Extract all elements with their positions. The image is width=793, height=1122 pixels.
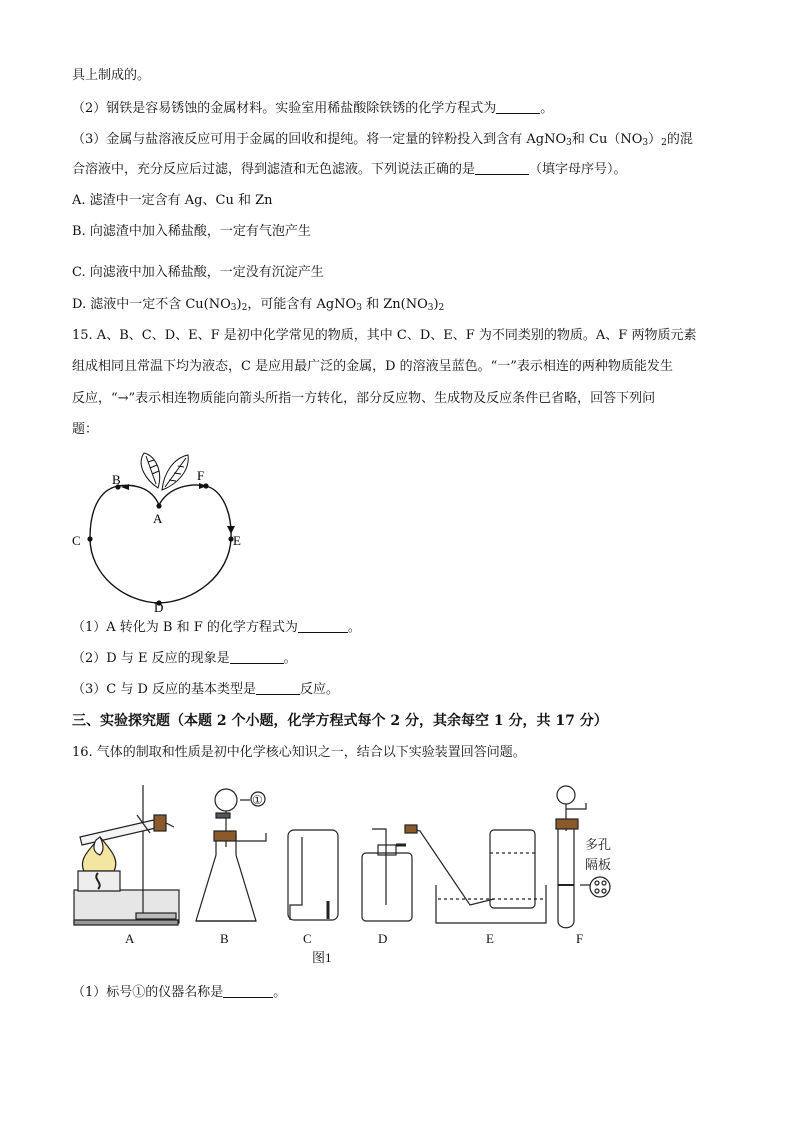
apparatus-label-f: F xyxy=(576,931,584,946)
q16-apparatus-figure xyxy=(70,775,630,975)
apparatus-e-icon xyxy=(405,825,546,923)
q14-part3-sub-c: 2 xyxy=(661,138,667,148)
apparatus-label-b: B xyxy=(220,931,229,946)
node-f xyxy=(203,483,208,488)
apparatus-d-icon xyxy=(362,829,412,921)
q14-option-d-d: 和 Zn(NO xyxy=(361,297,428,312)
q14-part2-text: （2）钢铁是容易锈蚀的金属材料。实验室用稀盐酸除铁锈的化学方程式为 xyxy=(72,101,497,116)
q15-sub3-end: 反应。 xyxy=(300,682,340,697)
q15-sub1-blank[interactable] xyxy=(298,619,348,633)
q14-part3-sub-b: 3 xyxy=(642,138,649,148)
q14-part3-line2-text: 合溶液中，充分反应后过滤，得到滤渣和无色滤液。下列说法正确的是 xyxy=(72,162,476,177)
leaf-left-icon xyxy=(141,453,160,488)
q15-line4: 题： xyxy=(72,422,99,437)
q14-option-a: A. 滤渣中一定含有 Ag、Cu 和 Zn xyxy=(72,193,273,208)
q14-part2 xyxy=(72,100,553,118)
label-f: F xyxy=(197,468,205,483)
figure-caption: 图1 xyxy=(312,950,332,965)
q14-option-d-s1: 3 xyxy=(230,303,237,313)
q14-part3-blank[interactable] xyxy=(475,161,529,175)
apparatus-label-c: C xyxy=(303,931,312,946)
q14-part3-line2 xyxy=(72,161,627,179)
q14-part3-text-c: ） xyxy=(648,132,662,147)
q15-relation-diagram xyxy=(66,450,256,615)
q15-sub2-text: （2）D 与 E 反应的现象是 xyxy=(72,651,230,666)
q14-part2-blank[interactable] xyxy=(496,100,540,114)
q15-line1: 15. A、B、C、D、E、F 是初中化学常见的物质，其中 C、D、E、F 为不同类别的物质。A、F 两物质元素 xyxy=(72,328,697,343)
apparatus-c-icon xyxy=(288,830,338,920)
label-a: A xyxy=(153,511,163,526)
q14-part3-text-a: （3）金属与盐溶液反应可用于金属的回收和提纯。将一定量的锌粉投入到含有 AgNO xyxy=(72,132,567,147)
q14-part3-text-d: 的混 xyxy=(666,132,693,147)
q16-note-line1: 多孔 xyxy=(585,837,612,852)
node-c xyxy=(87,536,92,541)
q14-option-d xyxy=(72,296,444,314)
q16-note-line2: 隔板 xyxy=(585,857,612,872)
apparatus-b-icon xyxy=(196,789,266,921)
q14-option-d-a: D. 滤液中一定不含 Cu(NO xyxy=(72,297,231,312)
q15-line2: 组成相同且常温下均为液态，C 是应用最广泛的金属，D 的溶液呈蓝色。“一”表示相连的两种物质能发生 xyxy=(72,359,673,374)
q14-option-d-e: ) xyxy=(433,297,439,312)
q14-tail: 具上制成的。 xyxy=(72,68,151,83)
q16-sub1-text: （1）标号①的仪器名称是 xyxy=(72,985,224,1000)
q15-sub1-text: （1）A 转化为 B 和 F 的化学方程式为 xyxy=(72,620,298,635)
label-e: E xyxy=(233,533,241,548)
apparatus-label-a: A xyxy=(125,931,135,946)
q15-sub3-text: （3）C 与 D 反应的基本类型是 xyxy=(72,682,257,697)
apparatus-a-icon xyxy=(74,785,179,925)
q16-intro: 16. 气体的制取和性质是初中化学核心知识之一，结合以下实验装置回答问题。 xyxy=(72,745,526,760)
q15-line3: 反应，“→”表示相连物质能向箭头所指一方转化，部分反应物、生成物及反应条件已省略，回答下列问 xyxy=(72,391,656,406)
q14-option-d-b: ) xyxy=(236,297,242,312)
q14-option-d-c: ，可能含有 AgNO xyxy=(247,297,357,312)
q14-part3-line1 xyxy=(72,131,693,149)
q15-sub2 xyxy=(72,650,297,668)
q15-sub2-end: 。 xyxy=(283,651,297,666)
q14-option-b: B. 向滤渣中加入稀盐酸，一定有气泡产生 xyxy=(72,224,311,239)
leaf-right-icon xyxy=(162,455,188,490)
q14-option-d-s3: 3 xyxy=(356,303,362,313)
node-a xyxy=(156,503,161,508)
q15-sub3 xyxy=(72,681,339,699)
q14-option-d-s4: 3 xyxy=(427,303,434,313)
apparatus-label-d: D xyxy=(378,931,388,946)
apparatus-label-e: E xyxy=(486,931,494,946)
q15-sub1 xyxy=(72,619,361,637)
q16-marker: ① xyxy=(252,793,263,807)
q14-part3-text-b: 和 Cu（NO xyxy=(571,132,643,147)
q16-sub1-end: 。 xyxy=(273,985,287,1000)
q14-option-d-s5: 2 xyxy=(438,303,445,313)
q16-sub1 xyxy=(72,984,286,1002)
q14-option-c: C. 向滤液中加入稀盐酸，一定没有沉淀产生 xyxy=(72,265,324,280)
q14-option-d-s2: 2 xyxy=(241,303,248,313)
q16-sub1-blank[interactable] xyxy=(223,984,273,998)
q15-sub1-end: 。 xyxy=(347,620,361,635)
label-c: C xyxy=(72,533,81,548)
section-3-title: 三、实验探究题（本题 2 个小题，化学方程式每个 2 分，其余每空 1 分，共 17 分） xyxy=(72,713,608,729)
q15-sub2-blank[interactable] xyxy=(230,650,284,664)
diagram-outline xyxy=(90,485,231,603)
q15-sub3-blank[interactable] xyxy=(256,681,300,695)
q14-part3-line2-end: （填字母序号）。 xyxy=(529,162,627,177)
q14-part2-end: 。 xyxy=(540,101,554,116)
label-d: D xyxy=(154,600,164,615)
label-b: B xyxy=(112,472,121,487)
q14-part3-sub-a: 3 xyxy=(566,138,572,148)
